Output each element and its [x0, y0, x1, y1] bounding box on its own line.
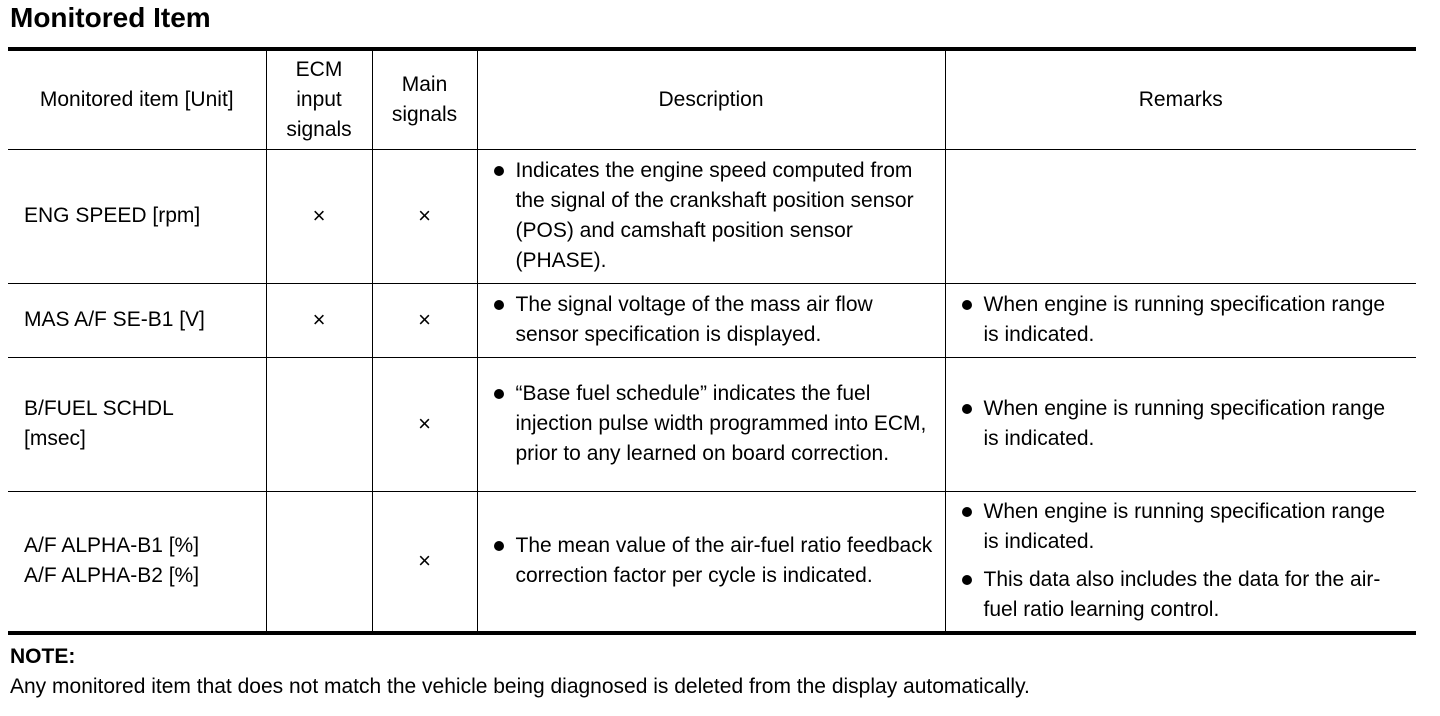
- table-row: [8, 283, 1416, 357]
- description-item-text: The mean value of the air-fuel ratio feedback correction factor per cycle is indicated.: [515, 534, 933, 588]
- bullet-icon: [962, 575, 972, 585]
- main-signal-mark: ×: [372, 357, 477, 491]
- description-list: [492, 156, 935, 276]
- page-title: Monitored Item: [10, 2, 211, 33]
- main-signal-mark: ×: [372, 491, 477, 633]
- description-item-text: “Base fuel schedule” indicates the fuel injection pulse width programmed into ECM, prior to any learned on board correction.: [515, 382, 927, 465]
- description-item-text: Indicates the engine speed computed from the signal of the crankshaft position sensor (POS) and camshaft position sensor (PHASE).: [515, 159, 914, 272]
- monitored-item-name: [msec]: [24, 427, 86, 450]
- table-row: [8, 491, 1416, 633]
- monitored-item-cell: [8, 283, 266, 357]
- remark-item: [960, 565, 1407, 625]
- remarks-list: [960, 497, 1407, 625]
- remarks-cell: [945, 491, 1416, 633]
- remarks-list: [960, 394, 1407, 454]
- main-signal-mark: ×: [372, 283, 477, 357]
- remark-item-text: When engine is running specification range is indicated.: [983, 293, 1386, 346]
- bullet-icon: [494, 300, 504, 310]
- remarks-list: [960, 290, 1407, 350]
- description-list: [492, 531, 935, 591]
- description-item: [492, 379, 935, 469]
- description-cell: [477, 149, 945, 283]
- remark-item-text: When engine is running specification range is indicated.: [983, 500, 1386, 554]
- description-item: [492, 156, 935, 276]
- remark-item-text: This data also includes the data for the air-fuel ratio learning control.: [983, 568, 1381, 622]
- description-list: [492, 290, 935, 350]
- description-item: [492, 290, 935, 350]
- table-header-row: [8, 49, 1416, 149]
- description-cell: [477, 283, 945, 357]
- remarks-cell: [945, 357, 1416, 491]
- ecm-input-signal-mark: ×: [266, 149, 372, 283]
- ecm-input-signal-mark: [266, 491, 372, 633]
- note-text: Any monitored item that does not match the vehicle being diagnosed is deleted from the display automatically.: [10, 675, 1030, 698]
- header-ecm-input-signals: ECM input signals: [266, 49, 372, 149]
- remarks-cell: [945, 283, 1416, 357]
- description-list: [492, 379, 935, 469]
- monitored-item-table: [8, 47, 1416, 635]
- description-item-text: The signal voltage of the mass air flow sensor specification is displayed.: [515, 293, 873, 346]
- table-body: [8, 149, 1416, 633]
- ecm-input-signal-mark: ×: [266, 283, 372, 357]
- bullet-icon: [494, 166, 504, 176]
- monitored-item-cell: [8, 491, 266, 633]
- monitored-item-name: B/FUEL SCHDL: [24, 397, 174, 420]
- table-row: [8, 149, 1416, 283]
- monitored-item-cell: [8, 357, 266, 491]
- description-item: [492, 531, 935, 591]
- description-cell: [477, 357, 945, 491]
- remark-item: [960, 394, 1407, 454]
- note-title: NOTE:: [10, 645, 76, 668]
- monitored-item-name: MAS A/F SE-B1 [V]: [24, 308, 205, 331]
- table-row: [8, 357, 1416, 491]
- header-remarks: Remarks: [945, 49, 1416, 149]
- bullet-icon: [962, 300, 972, 310]
- monitored-item-name: A/F ALPHA-B2 [%]: [24, 564, 200, 588]
- header-monitored-item: Monitored item [Unit]: [8, 49, 266, 149]
- note-block: [10, 642, 1030, 702]
- monitored-item-name: ENG SPEED [rpm]: [24, 204, 201, 227]
- bullet-icon: [494, 389, 504, 399]
- remark-item: [960, 290, 1407, 350]
- remark-item-text: When engine is running specification range is indicated.: [983, 397, 1386, 450]
- bullet-icon: [962, 404, 972, 414]
- bullet-icon: [494, 541, 504, 551]
- header-main-signals: Main signals: [372, 49, 477, 149]
- header-description: Description: [477, 49, 945, 149]
- monitored-item-cell: [8, 149, 266, 283]
- remarks-cell: [945, 149, 1416, 283]
- monitored-item-name: A/F ALPHA-B1 [%]: [24, 534, 200, 558]
- main-signal-mark: ×: [372, 149, 477, 283]
- remark-item: [960, 497, 1407, 557]
- bullet-icon: [962, 507, 972, 517]
- description-cell: [477, 491, 945, 633]
- ecm-input-signal-mark: [266, 357, 372, 491]
